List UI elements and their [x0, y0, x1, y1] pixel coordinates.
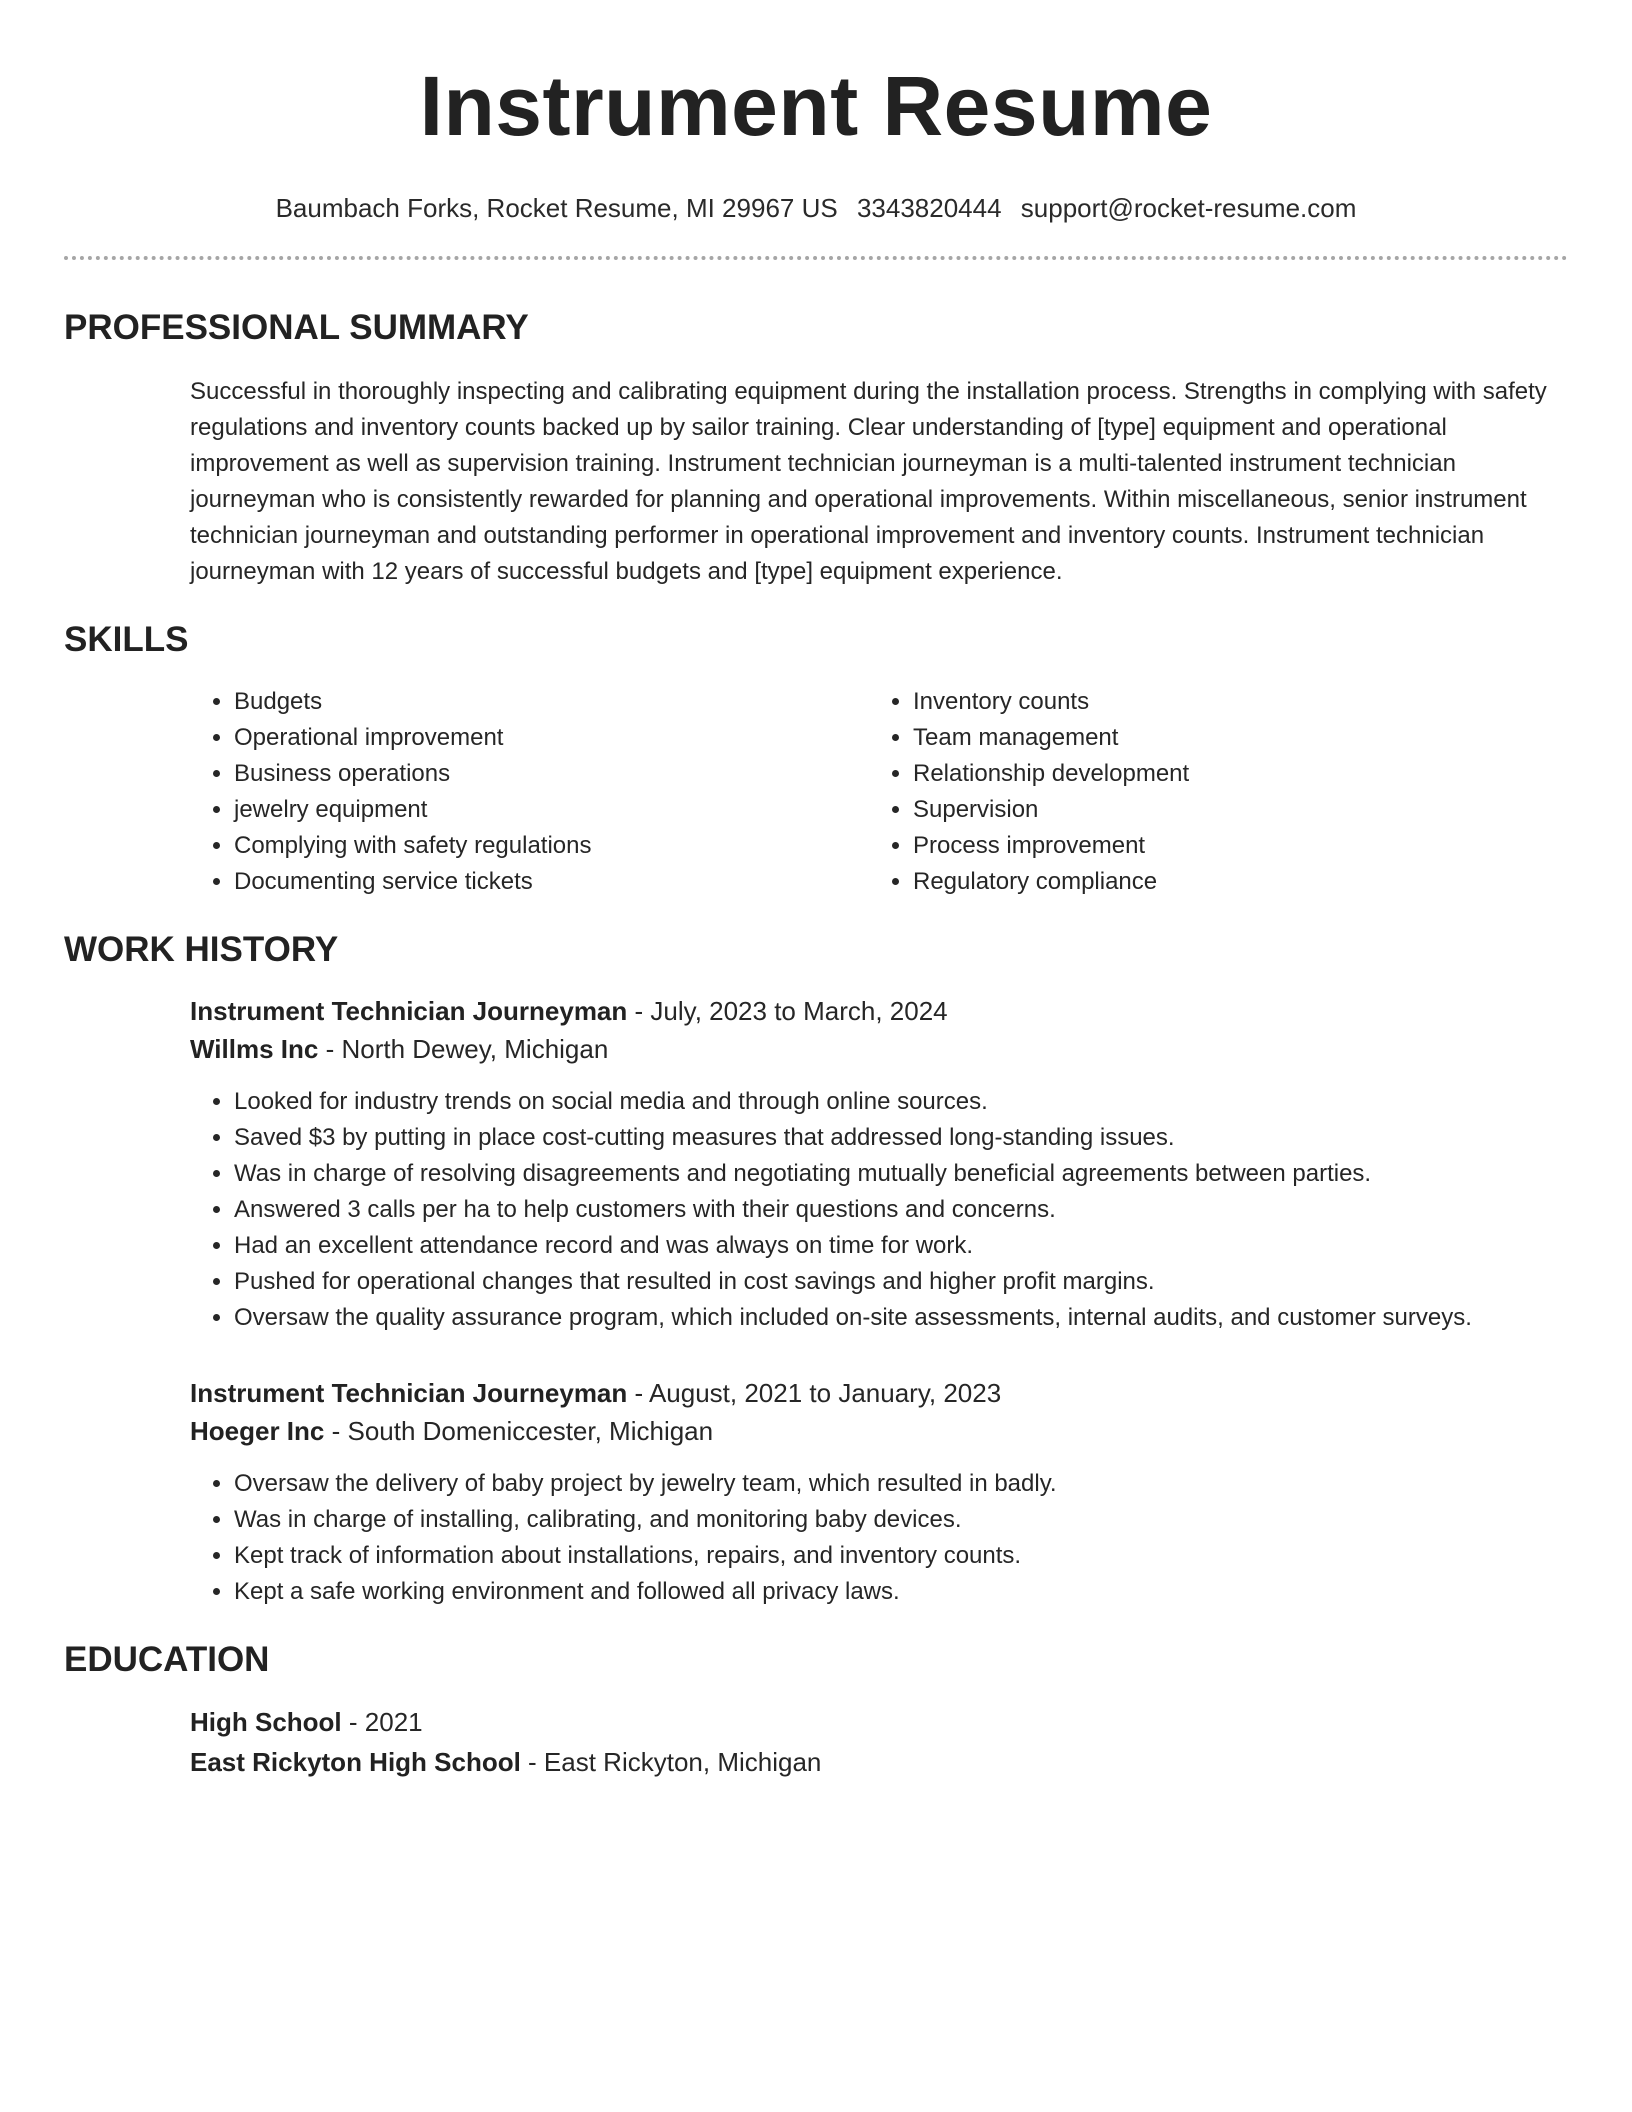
education-degree-line	[190, 1702, 1568, 1742]
skills-column-right	[869, 684, 1548, 900]
job-bullet: • Kept a safe working environment and followed all privacy laws.	[234, 1574, 1568, 1610]
summary-section	[64, 308, 1568, 590]
work-history-heading: WORK HISTORY	[64, 930, 339, 969]
job-role: Instrument Technician Journeyman	[190, 996, 628, 1026]
education-year: - 2021	[341, 1707, 423, 1737]
contact-line	[64, 192, 1568, 224]
job-company: Willms Inc	[190, 1034, 319, 1064]
resume-name: Instrument Resume	[419, 59, 1213, 153]
education-school: East Rickyton High School	[190, 1747, 521, 1777]
job-location: - North Dewey, Michigan	[318, 1034, 609, 1064]
summary-heading: PROFESSIONAL SUMMARY	[64, 308, 529, 347]
skills-grid	[190, 684, 1568, 900]
skill-item: • jewelry equipment	[234, 792, 869, 828]
skill-item: • Regulatory compliance	[913, 864, 1548, 900]
work-history-body	[190, 992, 1568, 1610]
job-company-line	[190, 1030, 1568, 1068]
education-degree: High School	[190, 1707, 342, 1737]
contact-email: support@rocket-resume.com	[1020, 193, 1357, 223]
skills-column-left	[190, 684, 869, 900]
job-bullets	[190, 1084, 1568, 1336]
contact-address: Baumbach Forks, Rocket Resume, MI 29967 US	[275, 193, 838, 223]
skill-item: • Operational improvement	[234, 720, 869, 756]
skill-item: • Documenting service tickets	[234, 864, 869, 900]
job-bullets	[190, 1466, 1568, 1610]
education-section	[64, 1640, 1568, 1782]
skills-section	[64, 620, 1568, 900]
job-bullet: • Pushed for operational changes that resulted in cost savings and higher profit margins.	[234, 1264, 1568, 1300]
job-bullet: • Had an excellent attendance record and was always on time for work.	[234, 1228, 1568, 1264]
job-bullet: • Kept track of information about installations, repairs, and inventory counts.	[234, 1538, 1568, 1574]
skills-heading: SKILLS	[64, 620, 189, 659]
job-title-line	[190, 992, 1568, 1030]
summary-text: Successful in thoroughly inspecting and calibrating equipment during the installation process. Strengths in complying with safety regulations and inventory counts backed up by sailor training. Clear understanding of [type] equipment and operational improvement as well as supervision training. Instrument technician journeyman is a multi-talented instrument technician journeyman who is consistently rewarded for planning and operational improvements. Within miscellaneous, senior instrument technician journeyman and outstanding performer in operational improvement and inventory counts. Instrument technician journeyman with 12 years of successful budgets and [type] equipment experience.	[190, 378, 1547, 585]
work-history-section	[64, 930, 1568, 1610]
job-entry	[190, 992, 1568, 1336]
skill-item: • Inventory counts	[913, 684, 1548, 720]
job-bullet: • Oversaw the delivery of baby project by jewelry team, which resulted in badly.	[234, 1466, 1568, 1502]
skill-item: • Process improvement	[913, 828, 1548, 864]
education-heading: EDUCATION	[64, 1640, 270, 1679]
skill-item: • Complying with safety regulations	[234, 828, 869, 864]
job-bullet: • Was in charge of installing, calibrating, and monitoring baby devices.	[234, 1502, 1568, 1538]
education-body	[190, 1702, 1568, 1782]
job-entry	[190, 1374, 1568, 1610]
job-company-line	[190, 1412, 1568, 1450]
job-bullet: • Looked for industry trends on social media and through online sources.	[234, 1084, 1568, 1120]
education-location: - East Rickyton, Michigan	[520, 1747, 822, 1777]
skill-item: • Supervision	[913, 792, 1548, 828]
job-bullet: • Was in charge of resolving disagreements and negotiating mutually beneficial agreements between parties.	[234, 1156, 1568, 1192]
job-bullet: • Saved $3 by putting in place cost-cutting measures that addressed long-standing issues.	[234, 1120, 1568, 1156]
job-dates: - July, 2023 to March, 2024	[627, 996, 948, 1026]
skill-item: • Relationship development	[913, 756, 1548, 792]
job-location: - South Domeniccester, Michigan	[324, 1416, 714, 1446]
skill-item: • Business operations	[234, 756, 869, 792]
education-school-line	[190, 1742, 1568, 1782]
skill-item: • Budgets	[234, 684, 869, 720]
job-company: Hoeger Inc	[190, 1416, 325, 1446]
header-divider	[64, 256, 1568, 260]
job-bullet: • Oversaw the quality assurance program, which included on-site assessments, internal audits, and customer surveys.	[234, 1300, 1568, 1336]
job-bullet: • Answered 3 calls per ha to help customers with their questions and concerns.	[234, 1192, 1568, 1228]
job-dates: - August, 2021 to January, 2023	[627, 1378, 1002, 1408]
contact-phone: 3343820444	[856, 193, 1002, 223]
job-role: Instrument Technician Journeyman	[190, 1378, 628, 1408]
skill-item: • Team management	[913, 720, 1548, 756]
job-title-line	[190, 1374, 1568, 1412]
